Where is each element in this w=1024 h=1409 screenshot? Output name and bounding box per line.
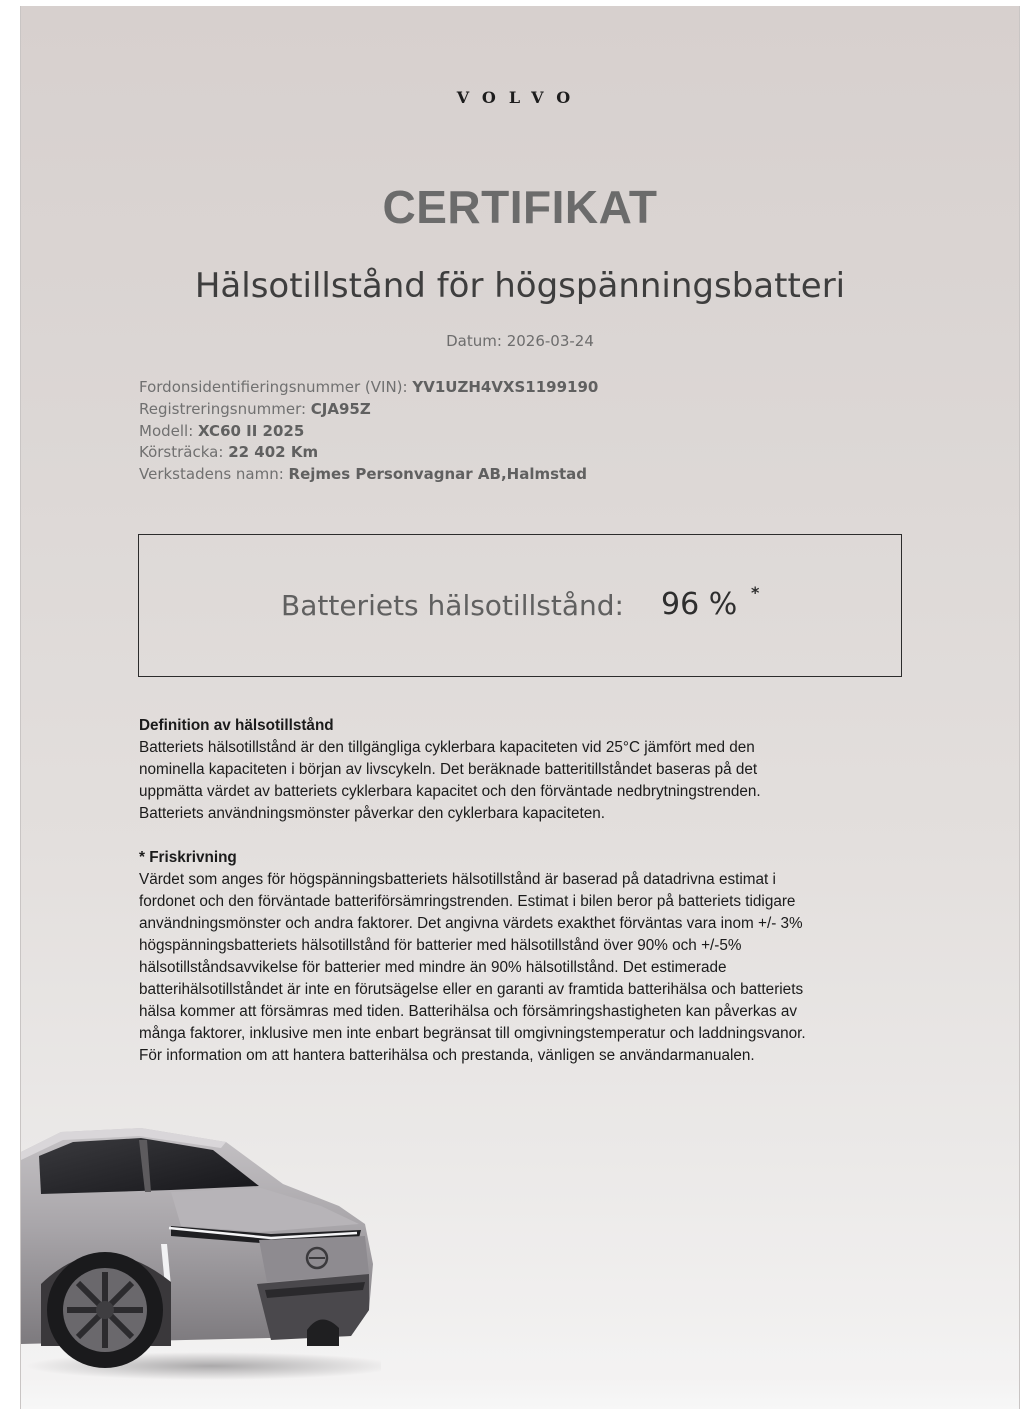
battery-health-value: 96 % <box>661 587 738 622</box>
disclaimer-heading: * Friskrivning <box>139 849 237 866</box>
battery-health-label: Batteriets hälsotillstånd: <box>281 589 624 622</box>
info-label: Fordonsidentifieringsnummer (VIN): <box>139 378 413 396</box>
disclaimer-line: Värdet som anges för högspänningsbatteriets hälsotillstånd är baserad på datadrivna estimat i <box>139 871 776 888</box>
disclaimer-line: För information om att hantera batterihälsa och prestanda, vänligen se användarmanualen. <box>139 1047 755 1064</box>
definition-heading: Definition av hälsotillstånd <box>139 717 334 734</box>
definition-line: uppmätta värdet av batteriets cyklerbara kapacitet och den förväntade nedbrytningstrenden. <box>139 783 761 800</box>
info-label: Modell: <box>139 421 199 440</box>
info-label: Verkstadens namn: <box>139 465 289 484</box>
certificate-date: Datum: 2026-03-24 <box>446 332 594 350</box>
disclaimer-line: hälsa kommer att försämras med tiden. Batterihälsa och försämringshastigheten kan påverkas av <box>139 1003 798 1020</box>
info-value: XC60 II 2025 <box>198 421 305 440</box>
disclaimer-line: användningsmönster och andra faktorer. Det angivna värdets exakthet förväntas vara inom +/- 3% <box>139 915 803 932</box>
disclaimer-line: batterihälsotillståndet är inte en förutsägelse eller en garanti av framtida batterihälsa och batteriets <box>139 981 804 998</box>
definition-line: Batteriets användningsmönster påverkar den cyklerbara kapaciteten. <box>139 805 605 822</box>
disclaimer-line: högspänningsbatteriets hälsotillstånd för batterier med hälsotillstånd över 90% och +/-5% <box>139 937 742 954</box>
certificate-title: CERTIFIKAT <box>382 181 658 233</box>
disclaimer-section <box>139 847 939 1067</box>
info-label: Körsträcka: <box>139 443 229 462</box>
info-mileage <box>139 442 598 464</box>
disclaimer-line: hälsotillståndsavvikelse för batterier med mindre än 90% hälsotillstånd. Det estimerade <box>139 959 727 976</box>
footnote-mark: * <box>751 583 760 602</box>
info-registration <box>139 399 598 421</box>
info-label: Registreringsnummer: <box>139 399 311 418</box>
disclaimer-line: fordonet och den förväntade batteriförsämringstrenden. Estimat i bilen beror på batteriets tidigare <box>139 893 796 910</box>
certificate-subtitle: Hälsotillstånd för högspänningsbatteri <box>194 266 846 306</box>
info-value: Rejmes Personvagnar AB,Halmstad <box>288 465 588 484</box>
definition-line: Batteriets hälsotillstånd är den tillgängliga cyklerbara kapaciteten vid 25°C jämfört med den <box>139 739 755 756</box>
vehicle-info <box>139 377 598 486</box>
info-workshop <box>139 464 598 486</box>
disclaimer-line: många faktorer, inklusive men inte enbart begränsat till omgivningstemperatur och laddningsvanor. <box>139 1025 806 1042</box>
info-value: 22 402 Km <box>228 443 319 462</box>
info-value: YV1UZH4VXS1199190 <box>412 378 599 396</box>
definition-section <box>139 715 939 825</box>
definition-line: nominella kapaciteten i början av livscykeln. Det beräknade batteritillståndet baseras på det <box>139 761 758 778</box>
certificate-page <box>20 6 1020 1409</box>
info-vin <box>139 377 598 399</box>
battery-health-box <box>138 534 902 677</box>
volvo-ex90-car-image <box>21 1114 381 1384</box>
volvo-logo: VOLVO <box>456 88 584 107</box>
info-value: CJA95Z <box>310 399 371 418</box>
info-model <box>139 421 598 443</box>
